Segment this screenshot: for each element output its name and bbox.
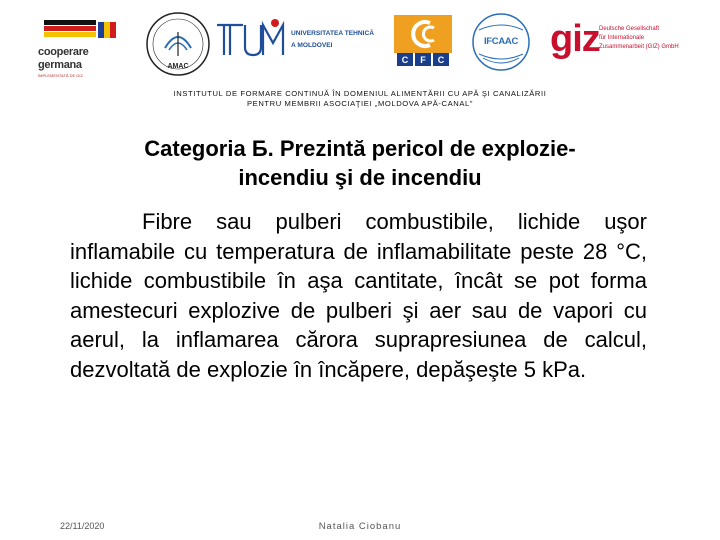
cfc-logo [394, 15, 454, 67]
giz-mark: giz [550, 18, 600, 60]
utm-name-line2: A MOLDOVEI [291, 42, 333, 49]
giz-line: Zusammenarbeit (GIZ) GmbH [599, 44, 679, 50]
cfc-letters [394, 53, 452, 67]
cfc-letter: C [397, 53, 413, 66]
slide-title [70, 134, 650, 192]
title-line1: Categoria Б. Prezintă pericol de explozie- [144, 136, 576, 161]
title-line2: incendiu şi de incendiu [238, 165, 482, 190]
utm-emblem-icon [215, 17, 289, 67]
germana-text: germana [38, 59, 82, 71]
utm-logo [215, 17, 385, 67]
giz-logo [550, 18, 710, 61]
logo-bar [0, 0, 720, 85]
cfc-letter: F [415, 53, 431, 66]
footer-author: Natalia Ciobanu [318, 521, 402, 532]
cooperare-germana-logo [36, 18, 121, 80]
body-paragraph: Fibre sau pulberi combustibile, lichide uşor inflamabile cu temperatura de inflamabilitate peste 28 °C, lichide combustibile în aşa cantitate, încât se pot forma amestecuri explozive de pulberi şi aer sau de vapori cu aerul, la inflamarea cărora suprapresiunea de calcul, dezvoltată de explozie în încăpere, depăşeşte 5 kPa. [70, 209, 647, 382]
institute-header [0, 89, 720, 108]
cooperare-text: cooperare [38, 46, 89, 58]
header-line2: PENTRU MEMBRII ASOCIAŢIEI „MOLDOVA APĂ-CANAL” [246, 98, 474, 108]
ifcaac-logo [467, 12, 535, 72]
amac-logo [143, 12, 213, 80]
cfc-emblem-icon [394, 15, 452, 53]
ifcaac-label: IFCAAC [483, 36, 519, 47]
header-line1: INSTITUTUL DE FORMARE CONTINUĂ ÎN DOMENIUL ALIMENTĂRII CU APĂ ŞI CANALIZĂRII [173, 89, 547, 98]
amac-label: AMAC [167, 63, 189, 70]
footer-date: 22/11/2020 [60, 521, 105, 531]
cooperare-tagline: IMPLEMENTATĂ DE GIZ [38, 73, 83, 78]
cfc-letter: C [433, 53, 449, 66]
flags-icon [36, 18, 121, 46]
utm-name-line1: UNIVERSITATEA TEHNICĂ [291, 30, 375, 37]
giz-line: für Internationale [599, 35, 645, 41]
giz-line: Deutsche Gesellschaft [599, 26, 660, 32]
